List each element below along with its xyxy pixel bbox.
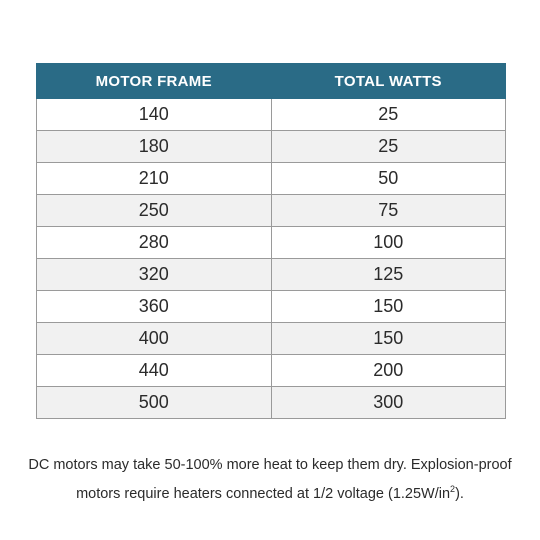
footnote-line-1: DC motors may take 50-100% more heat to keep them dry. Explosion-proof [28, 457, 512, 473]
footnote-line-2-text: motors require heaters connected at 1/2 voltage (1.25W/in [76, 485, 451, 502]
heater-sizing-table [36, 63, 506, 419]
table-row [37, 195, 506, 227]
footnote [10, 453, 530, 506]
total-watts-cell: 25 [271, 131, 506, 163]
header-row [37, 64, 506, 99]
column-header-total-watts: TOTAL WATTS [271, 64, 506, 99]
table-row [37, 387, 506, 419]
total-watts-cell: 300 [271, 387, 506, 419]
table-body [37, 99, 506, 419]
total-watts-cell: 100 [271, 227, 506, 259]
motor-frame-cell: 280 [37, 227, 272, 259]
footnote-line-2-end: ). [455, 485, 464, 502]
motor-frame-cell: 210 [37, 163, 272, 195]
table-row [37, 355, 506, 387]
table-row [37, 163, 506, 195]
total-watts-cell: 50 [271, 163, 506, 195]
motor-frame-cell: 250 [37, 195, 272, 227]
total-watts-cell: 125 [271, 259, 506, 291]
motor-frame-cell: 440 [37, 355, 272, 387]
table-row [37, 259, 506, 291]
total-watts-cell: 25 [271, 99, 506, 131]
total-watts-cell: 150 [271, 291, 506, 323]
total-watts-cell: 75 [271, 195, 506, 227]
motor-frame-cell: 500 [37, 387, 272, 419]
table-row [37, 99, 506, 131]
table-row [37, 291, 506, 323]
motor-frame-cell: 140 [37, 99, 272, 131]
table-row [37, 131, 506, 163]
column-header-motor-frame: MOTOR FRAME [37, 64, 272, 99]
table-header [37, 64, 506, 99]
table-row [37, 323, 506, 355]
motor-frame-cell: 400 [37, 323, 272, 355]
motor-frame-cell: 180 [37, 131, 272, 163]
footnote-line-2 [10, 477, 530, 506]
motor-frame-cell: 320 [37, 259, 272, 291]
table-row [37, 227, 506, 259]
motor-frame-cell: 360 [37, 291, 272, 323]
superscript-2: 2 [450, 484, 456, 494]
total-watts-cell: 150 [271, 323, 506, 355]
heater-sizing-table-container [36, 63, 506, 419]
total-watts-cell: 200 [271, 355, 506, 387]
